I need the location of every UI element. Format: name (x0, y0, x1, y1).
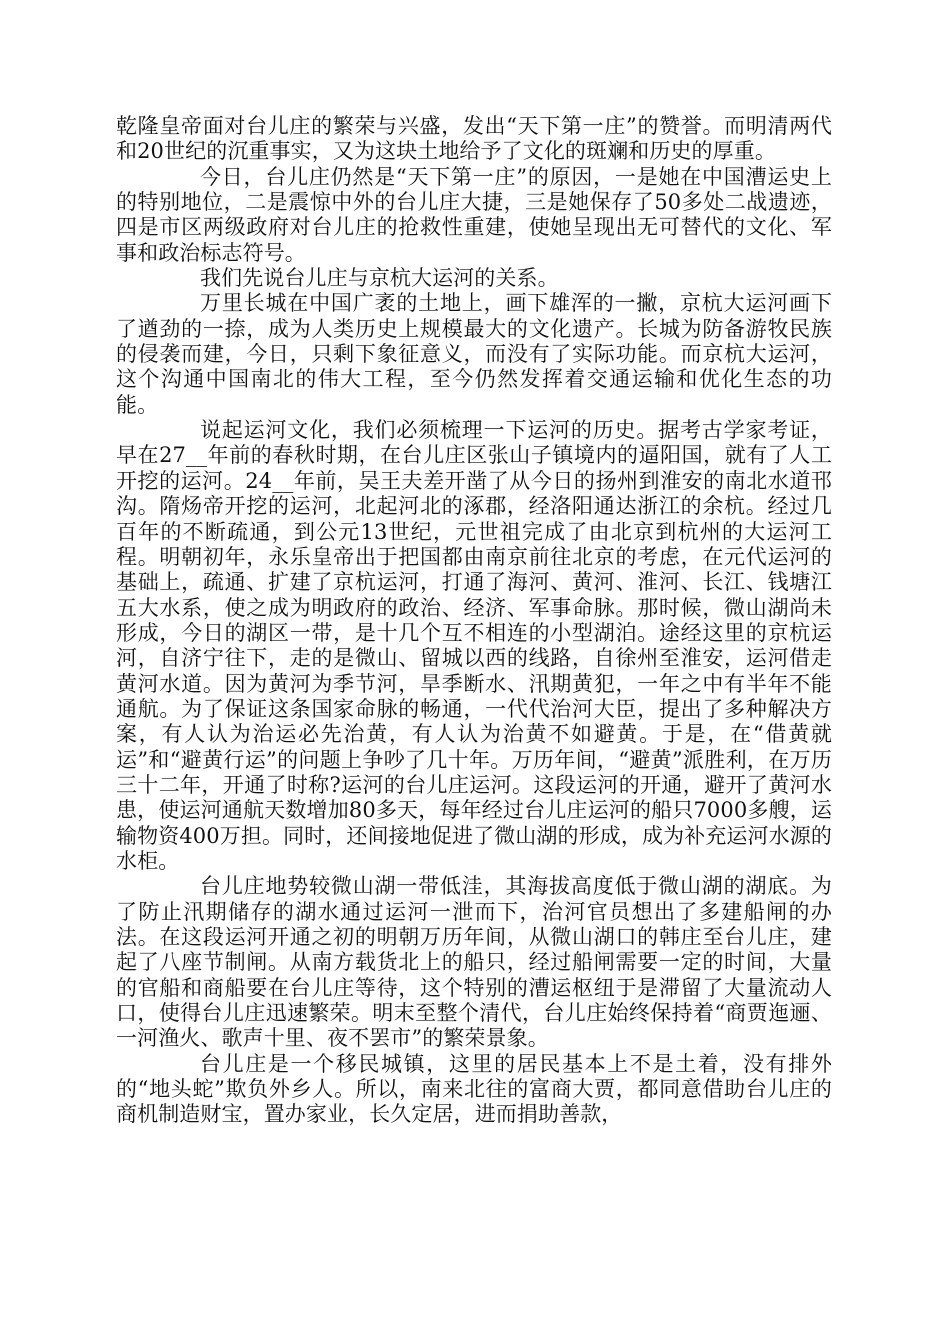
document-body (116, 114, 832, 1128)
paragraph-canal-intro: 我们先说台儿庄与京杭大运河的关系。 (200, 266, 559, 291)
paragraph-reasons: 今日，台儿庄仍然是“天下第一庄”的原因，一是她在中国漕运史上的特别地位，二是震惊中外的台儿庄大捷，三是她保存了50多处二战遗迹，四是市区两级政府对台儿庄的抢救性重建，使她呈现出无可替代的文化、军事和政治标志符号。 (116, 164, 832, 265)
paragraph-great-wall-canal: 万里长城在中国广袤的土地上，画下雄浑的一撇，京杭大运河画下了遒劲的一捺，成为人类历史上规模最大的文化遗产。长城为防备游牧民族的侵袭而建，今日，只剩下象征意义，而没有了实际功能。而京杭大运河，这个沟通中国南北的伟大工程，至今仍然发挥着交通运输和优化生态的功能。 (116, 291, 832, 417)
paragraph-canal-history: 说起运河文化，我们必须梳理一下运河的历史。据考古学家考证，早在27__年前的春秋时期，在台儿庄区张山子镇境内的逼阳国，就有了人工开挖的运河。24__年前，吴王夫差开凿了从今日的扬州到淮安的南北水道邗沟。隋炀帝开挖的运河，北起河北的涿郡，经洛阳通达浙江的余杭。经过几百年的不断疏通，到公元13世纪，元世祖完成了由北京到杭州的大运河工程。明朝初年，永乐皇帝出于把国都由南京前往北京的考虑，在元代运河的基础上，疏通、扩建了京杭运河，打通了海河、黄河、淮河、长江、钱塘江五大水系，使之成为明政府的政治、经济、军事命脉。那时候，微山湖尚未形成，今日的湖区一带，是十几个互不相连的小型湖泊。途经这里的京杭运河，自济宁往下，走的是微山、留城以西的线路，自徐州至淮安，运河借走黄河水道。因为黄河为季节河，旱季断水、汛期黄犯，一年之中有半年不能通航。为了保证这条国家命脉的畅通，一代代治河大臣，提出了多种解决方案，有人认为治运必先治黄，有人认为治黄不如避黄。于是，在“借黄就运”和“避黄行运”的问题上争吵了几十年。万历年间，“避黄”派胜利，在万历三十二年，开通了时称?运河的台儿庄运河。这段运河的开通，避开了黄河水患，使运河通航天数增加80多天，每年经过台儿庄运河的船只7000多艘，运输物资400万担。同时，还间接地促进了微山湖的形成，成为补充运河水源的水柜。 (116, 418, 832, 873)
paragraph-immigrant-town: 台儿庄是一个移民城镇，这里的居民基本上不是土着，没有排外的“地头蛇”欺负外乡人。所以，南来北往的富商大贾，都同意借助台儿庄的商机制造财宝，置办家业，长久定居，进而捐助善款， (116, 1051, 832, 1127)
paragraph-qianlong: 乾隆皇帝面对台儿庄的繁荣与兴盛，发出“天下第一庄”的赞誉。而明清两代和20世纪的沉重事实，又为这块土地给予了文化的斑斓和历史的厚重。 (116, 114, 832, 164)
paragraph-locks: 台儿庄地势较微山湖一带低洼，其海拔高度低于微山湖的湖底。为了防止汛期储存的湖水通过运河一泄而下，治河官员想出了多建船闸的办法。在这段运河开通之初的明朝万历年间，从微山湖口的韩庄至台儿庄，建起了八座节制闸。从南方载货北上的船只，经过船闸需要一定的时间，大量的官船和商船要在台儿庄等待，这个特别的漕运枢纽于是滞留了大量流动人口，使得台儿庄迅速繁荣。明末至整个清代，台儿庄始终保持着“商贾迤逦、一河渔火、歌声十里、夜不罢市”的繁荣景象。 (116, 874, 832, 1051)
